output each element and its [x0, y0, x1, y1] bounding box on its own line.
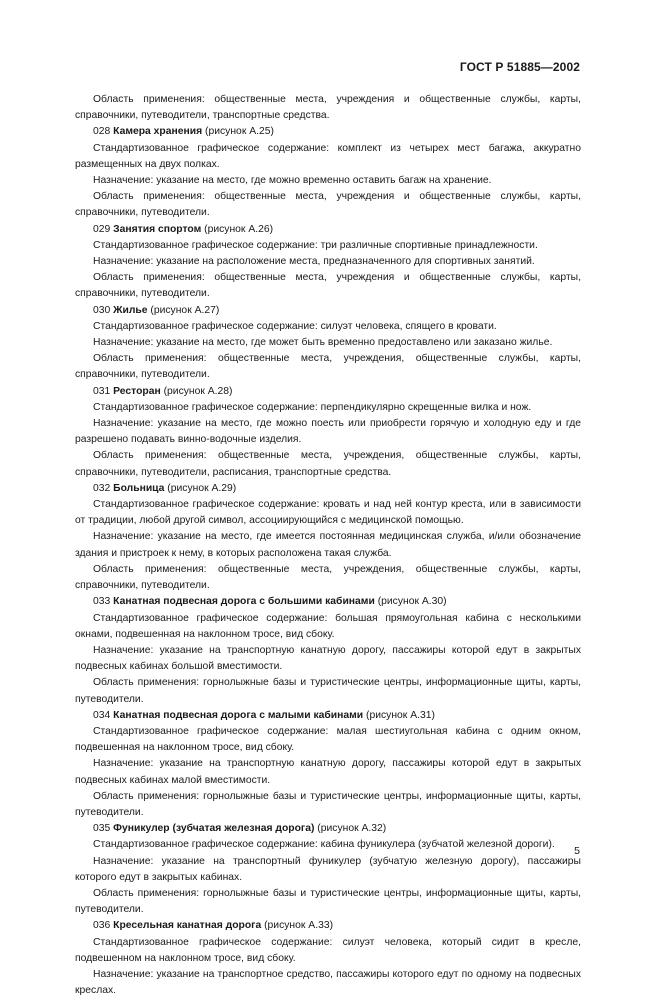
figure-reference: (рисунок А.25)	[202, 126, 274, 138]
entry-block	[75, 222, 581, 303]
entry-title: Ресторан	[113, 385, 161, 397]
entry-paragraph: Стандартизованное графическое содержание: силуэт человека, который сидит в кресле, подвешенном на наклонном тросе, вид сбоку.	[75, 936, 581, 964]
document-header	[460, 60, 580, 74]
entry-paragraph: Область применения: горнолыжные базы и туристические центры, информационные щиты, карты, путеводители.	[75, 887, 581, 916]
entry-number: 030	[93, 304, 114, 316]
figure-reference: (рисунок А.30)	[374, 596, 447, 608]
entry-paragraph: Назначение: указание на транспортную канатную дорогу, пассажиры которой едут в закрытых подвесных кабинах большой вместимости.	[75, 644, 581, 673]
figure-reference: (рисунок А.31)	[363, 709, 435, 721]
entry-heading	[75, 384, 581, 400]
entry-heading	[75, 821, 581, 837]
entry-title: Канатная подвесная дорога с большими кабинами	[113, 596, 375, 608]
entry-paragraph: Область применения: общественные места, учреждения и общественные службы, карты, справочники, путеводители.	[75, 272, 581, 300]
entry-block	[75, 821, 581, 918]
entry-paragraph: Стандартизованное графическое содержание: комплект из четырех мест багажа, аккуратно размещенных на двух полках.	[75, 142, 581, 170]
entry-block	[75, 124, 581, 221]
entry-paragraph: Область применения: общественные места, учреждения, общественные службы, карты, справочники, путеводители.	[75, 353, 581, 381]
figure-reference: (рисунок А.33)	[261, 920, 334, 932]
entry-block	[75, 384, 581, 481]
figure-reference: (рисунок А.29)	[164, 482, 237, 494]
entry-number: 028	[93, 126, 114, 138]
entry-paragraph: Назначение: указание на расположение места, предназначенного для спортивных занятий.	[93, 256, 535, 268]
entry-number: 036	[93, 920, 114, 932]
entry-paragraph: Стандартизованное графическое содержание: малая шестиугольная кабина с одним окном, подвешенная на наклонном тросе, вид сбоку.	[75, 725, 581, 754]
document-body	[75, 92, 581, 999]
entry-title: Больница	[113, 482, 165, 494]
entry-heading	[75, 481, 581, 497]
entry-paragraph: Стандартизованное графическое содержание: большая прямоугольная кабина с несколькими окнами, подвешенная на наклонном тросе, вид сбоку.	[75, 612, 581, 640]
entry-block	[75, 92, 581, 124]
figure-reference: (рисунок А.27)	[147, 304, 220, 316]
entry-paragraph: Назначение: указание на транспортное средство, пассажиры которого едут по одному на подвесных креслах.	[75, 968, 581, 997]
entry-heading	[75, 594, 581, 610]
entry-title: Камера хранения	[113, 126, 203, 138]
entry-paragraph: Назначение: указание на транспортную канатную дорогу, пассажиры которой едут в закрытых подвесных кабинах малой вместимости.	[75, 758, 581, 786]
entry-paragraph: Назначение: указание на место, где может быть временно предоставлено или заказано жилье.	[93, 337, 553, 349]
entry-block	[75, 708, 581, 821]
entry-number: 029	[93, 223, 114, 235]
entry-paragraph: Область применения: общественные места, учреждения, общественные службы, карты, справочники, путеводители.	[75, 563, 581, 592]
figure-reference: (рисунок А.28)	[160, 385, 233, 397]
entry-heading	[75, 708, 581, 724]
entry-number: 031	[93, 385, 114, 397]
entry-paragraph: Область применения: общественные места, учреждения и общественные службы, карты, справочники, путеводители, транспортные средства.	[75, 94, 581, 122]
entry-heading	[75, 222, 581, 238]
figure-reference: (рисунок А.26)	[201, 223, 274, 235]
entry-paragraph: Назначение: указание на транспортный фуникулер (зубчатую железную дорогу), пассажиры которого едут в закрытых кабинах.	[75, 855, 581, 883]
entry-block	[75, 303, 581, 384]
entry-paragraph: Область применения: общественные места, учреждения, общественные службы, карты, справочники, путеводители, расписания, транспортные средства.	[75, 450, 581, 478]
entry-paragraph: Стандартизованное графическое содержание: кабина фуникулера (зубчатой железной дороги).	[93, 839, 555, 851]
entry-heading	[75, 918, 581, 934]
entry-paragraph: Назначение: указание на место, где имеется постоянная медицинская служба, и/или обозначение здания и пристроек к нему, в которых расположена такая служба.	[75, 531, 581, 559]
entry-paragraph: Стандартизованное графическое содержание: силуэт человека, спящего в кровати.	[93, 320, 497, 332]
entry-paragraph: Стандартизованное графическое содержание: три различные спортивные принадлежности.	[93, 239, 538, 251]
entry-number: 032	[93, 482, 114, 494]
entry-number: 035	[93, 823, 114, 835]
standard-code: ГОСТ Р 51885—2002	[459, 60, 580, 74]
entry-block	[75, 481, 581, 594]
entry-paragraph: Назначение: указание на место, где можно временно оставить багаж на хранение.	[93, 175, 492, 187]
page-number: 5	[574, 845, 580, 857]
entry-paragraph: Область применения: общественные места, учреждения и общественные службы, карты, справочники, путеводители.	[75, 191, 581, 219]
entry-paragraph: Стандартизованное графическое содержание: кровать и над ней контур креста, или в зависимости от традиции, любой другой символ, ассоциирующийся с медицинской помощью.	[75, 499, 581, 527]
entry-paragraph: Область применения: горнолыжные базы и туристические центры, информационные щиты, карты, путеводители.	[75, 790, 581, 818]
entry-title: Жилье	[113, 304, 148, 316]
entry-title: Фуникулер (зубчатая железная дорога)	[113, 823, 315, 835]
entry-title: Канатная подвесная дорога с малыми кабинами	[113, 709, 364, 721]
entry-number: 033	[93, 596, 114, 608]
entry-block	[75, 594, 581, 707]
entry-number: 034	[93, 709, 114, 721]
entry-paragraph: Область применения: горнолыжные базы и туристические центры, информационные щиты, карты, путеводители.	[75, 677, 581, 705]
figure-reference: (рисунок А.32)	[314, 823, 387, 835]
entry-paragraph: Стандартизованное графическое содержание: перпендикулярно скрещенные вилка и нож.	[93, 401, 532, 413]
entry-title: Кресельная канатная дорога	[113, 920, 262, 932]
entry-paragraph: Назначение: указание на место, где можно поесть или приобрести горячую и холодную еду и где разрешено подавать винно-водочные изделия.	[75, 418, 581, 446]
entry-title: Занятия спортом	[113, 223, 202, 235]
entry-heading	[75, 124, 581, 140]
entry-block	[75, 918, 581, 999]
entry-heading	[75, 303, 581, 319]
